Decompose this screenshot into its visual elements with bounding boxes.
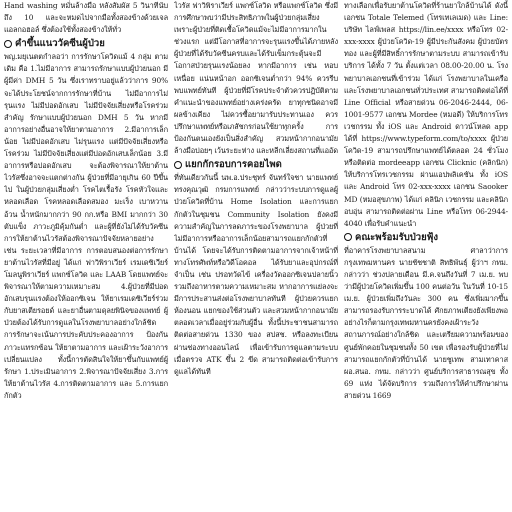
section-heading-text: คำขึ้นแนววัคซีนผู้ป่วย [15, 38, 105, 50]
paragraph: ทางเลือกเพื่อรับยาต้านโควิดที่ร้านยาใกล้บ้านได้ ดังนี้ เอกชน Totale Telemed (โทรเทเลเมด) และ Line: บริษัท ไลฟ์เพลส https://lin.ee/xxxx หรือโทร 02-xxx-xxxx ผู้ป่วยโควิด-19 ผู้มีประกันสังคม ผู้ป่วยบัตรทอง และผู้ที่มีสิทธิ์การรักษาตามระบบ สามารถเข้ารับบริการ ได้ทั้ง 7 วัน ตั้งแต่เวลา 08.00-20.00 น. โรงพยาบาลเอกชนที่เข้าร่วม ได้แก่ โรงพยาบาลในเครือ และโรงพยาบาลเอกชนทั่วประเทศ สามารถติดต่อได้ที่ Line Official หรือสายด่วน 06-2046-2444, 06-1001-9577 เอกชน Mordee (หมอดี) ให้บริการโทรเวชกรรม ทั้ง iOS และ Android ดาวน์โหลด app ได้ที่ https://www.typeform.com/to/xxxx ผู้ป่วยโควิด-19 สามารถปรึกษาแพทย์ได้ตลอด 24 ชั่วโมง หรือติดต่อ mordeeapp เอกชน Clicknic (คลิกนิก) ให้บริการโทรเวชกรรม ผ่านแอปพลิเคชัน ทั้ง iOS และ Android โทร 02-xxx-xxxx เอกชน Saooker MD (หมอสุขภาพ) ได้แก่ คลินิก เวชกรรม และคลินิกอบอุ่น สามารถติดต่อผ่าน Line หรือโทร 06-2944-4040 เพื่อรับคำแนะนำ [344, 1, 508, 228]
section-heading [174, 158, 338, 171]
section-heading [344, 231, 508, 244]
bullet-icon [344, 233, 352, 241]
bullet-icon [4, 40, 12, 48]
paragraph: ที่ทันเดียวกันนี้ นพ.อ.ประชุทร์ จันทร์ใจชา นายแพทย์ทรงคุณวุฒิ กรมการแพทย์ กล่าวว่าระบบการดูแลผู้ป่วยโควิดที่บ้าน Home Isolation และการแยกกักตัวในชุมชน Community Isolation ยังคงมีความสำคัญในการลดภาระของโรงพยาบาล ผู้ป่วยที่ไม่มีอาการหรืออาการเล็กน้อยสามารถแยกกักตัวที่บ้านได้ โดยจะได้รับการติดตามอาการจากเจ้าหน้าที่ทางโทรศัพท์หรือวิดีโอคอล ได้รับยาและอุปกรณ์ที่จำเป็น เช่น ปรอทวัดไข้ เครื่องวัดออกซิเจนปลายนิ้ว รวมถึงอาหารตามความเหมาะสม หากอาการแย่ลงจะมีการประสานส่งต่อโรงพยาบาลทันที ผู้ป่วยควรแยกห้องนอน แยกของใช้ส่วนตัว และสวมหน้ากากอนามัยตลอดเวลาเมื่ออยู่ร่วมกับผู้อื่น ทั้งนี้ประชาชนสามารถติดต่อสายด่วน 1330 ของ สปสช. หรือลงทะเบียนผ่านช่องทางออนไลน์ เพื่อเข้ารับการดูแลตามระบบ เมื่อตรวจ ATK ขึ้น 2 ขีด สามารถติดต่อเข้ารับการดูแลได้ทันที [174, 173, 338, 376]
paragraph: ที่อาคารโรงพยาบาลสนาม ศาลาว่าการกรุงเทพมหานคร นายชัชชาติ สิทธิพันธุ์ ผู้ว่าฯ กทม. กล่าวว่า ช่วงปลายเดือน มี.ค.จนถึงวันที่ 7 เม.ย. พบว่ามีผู้ป่วยโควิดเพิ่มขึ้น 100 คนต่อวัน ในวันที่ 10-15 เม.ย. ผู้ป่วยเพิ่มถึงวันละ 300 คน ซึ่งเพิ่มมากขึ้น สามารถรองรับการระบาดได้ ศักยภาพเตียงยังเพียงพอ อย่างไรก็ตามกรุงเทพมหานครยังคงเฝ้าระวังสถานการณ์อย่างใกล้ชิด และเตรียมความพร้อมของศูนย์พักคอยในชุมชนทั้ง 50 เขต เพื่อรองรับผู้ป่วยที่ไม่สามารถแยกกักตัวที่บ้านได้ นายชูเทพ สามเทาคาส ผอ.สนอ. กทม. กล่าวว่า ศูนย์บริการสาธารณสุข ทั้ง 69 แห่ง ได้จัดบริการ รวมถึงการให้คำปรึกษาผ่านสายด่วน 1669 [344, 245, 508, 400]
section-heading-text: แยกกักรอบการคอยไพด [185, 159, 282, 171]
paragraph: ไวรัส ฟาวิพิราเวียร์ แพกซ์โลวิด หรือแพกซ์โลวิด ซึ่งมีการศึกษาพบว่ามีประสิทธิภาพในผู้ป่วยกลุ่มเสี่ยง เพราะผู้ป่วยที่ติดเชื้อโควิดแม้จะไม่มีอาการมากในช่วงแรก แต่มีโอกาสที่อาการจะรุนแรงขึ้นได้ภายหลัง ผู้ป่วยที่ได้รับวัคซีนครบและได้รับเข็มกระตุ้นจะมีโอกาสป่วยรุนแรงน้อยลง หากมีอาการ เช่น หอบเหนื่อย แน่นหน้าอก ออกซิเจนต่ำกว่า 94% ควรรีบพบแพทย์ทันที ผู้ป่วยที่มีโรคประจำตัวควรปฏิบัติตามคำแนะนำของแพทย์อย่างเคร่งครัด ยาทุกชนิดอาจมีผลข้างเคียง ไม่ควรซื้อยามารับประทานเอง ควรปรึกษาแพทย์หรือเภสัชกรก่อนใช้ยาทุกครั้ง การป้องกันตนเองยังเป็นสิ่งสำคัญ สวมหน้ากากอนามัย ล้างมือบ่อยๆ เว้นระยะห่าง และหลีกเลี่ยงสถานที่แออัด [174, 1, 338, 156]
paragraph: พญ.มยุเนตตกำลอว่า การรักษาโควิดแม้ 4 กลุ่ม ตามเดิม คือ 1.ไม่มีอาการ สามารถรักษาแบบผู้ป่วยนอก มีผู้มีค่า DMH 5 วัน ซึ่งเราทราบอยู่แล้วว่าการ 90% จะได้ประโยชน์จากการรักษาที่บ้าน ไม่มีอาการไม่รุนแรง ไม่มีปอดอักเสบ ไม่มีปัจจัยเสี่ยงหรือโรคร่วมสำคัญ รักษาแบบผู้ป่วยนอก DMH 5 วัน หากมีอาการอย่างอื่นอาจให้ยาตามอาการ 2.มีอาการเล็กน้อย ไม่มีปอดอักเสบ ไม่รุนแรง แต่มีปัจจัยเสี่ยงหรือโรคร่วม ไม่มีปัจจัยเสี่ยงแต่มีปอดอักเสบเล็กน้อย 3.มีอาการหรือปอดอักเสบ จะต้องพิจารณาให้ยาต้านไวรัสซึ่งอาจจะแตกต่างกัน ผู้ป่วยที่มีอายุเกิน 60 ปีขึ้นไป ในผู้ป่วยกลุ่มเสี่ยงต่ำ โรคไตเรื้อรัง โรคหัวใจและหลอดเลือด โรคหลอดเลือดสมอง มะเร็ง เบาหวาน อ้วน น้ำหนักมากกว่า 90 กก.หรือ BMI มากกว่า 30 ตับแข็ง ภาวะภูมิคุ้มกันต่ำ และผู้ที่ยังไม่ได้รับวัคซีน การให้ยาต้านไวรัสต้องพิจารณาปัจจัยหลายอย่าง เช่น ระยะเวลาที่มีอาการ การตอบสนองต่อการรักษา ยาต้านไวรัสที่มีอยู่ ได้แก่ ฟาวิพิราเวียร์ เรมเดซิเวียร์ โมลนูพิราเวียร์ แพกซ์โลวิด และ LAAB โดยแพทย์จะพิจารณาให้ตามความเหมาะสม 4.ผู้ป่วยที่มีปอดอักเสบรุนแรงต้องให้ออกซิเจน ให้ยาเรมเดซิเวียร์ร่วมกับยาสเตียรอยด์ และยาอื่นตามดุลยพินิจของแพทย์ ผู้ป่วยต้องได้รับการดูแลในโรงพยาบาลอย่างใกล้ชิด การรักษาจะเน้นการประคับประคองอาการ ป้องกันภาวะแทรกซ้อน ให้ยาตามอาการ และเฝ้าระวังอาการเปลี่ยนแปลง ทั้งนี้การตัดสินใจให้ยาขึ้นกับแพทย์ผู้รักษา 1.ประเมินอาการ 2.พิจารณาปัจจัยเสี่ยง 3.การให้ยาต้านไวรัส 4.การติดตามอาการ และ 5.การแยกกักตัว [4, 52, 168, 400]
column-right [344, 0, 508, 512]
column-left [4, 0, 168, 512]
paragraph: Hand washing หมั่นล้างมือ หลังสัมผัส 5 วินาทีนับถึง 10 และจะหมดไปจากมือทั้งสองข้างด้วยเจลแอลกอฮอล์ ซึ่งต้องใช้ทั้งสองข้างให้ทั่ว [4, 1, 168, 35]
column-middle [174, 0, 338, 512]
section-heading [4, 37, 168, 50]
section-heading-text: คณะพร้อมรับป่วยฟุ้ง [355, 231, 439, 243]
bullet-icon [174, 161, 182, 169]
